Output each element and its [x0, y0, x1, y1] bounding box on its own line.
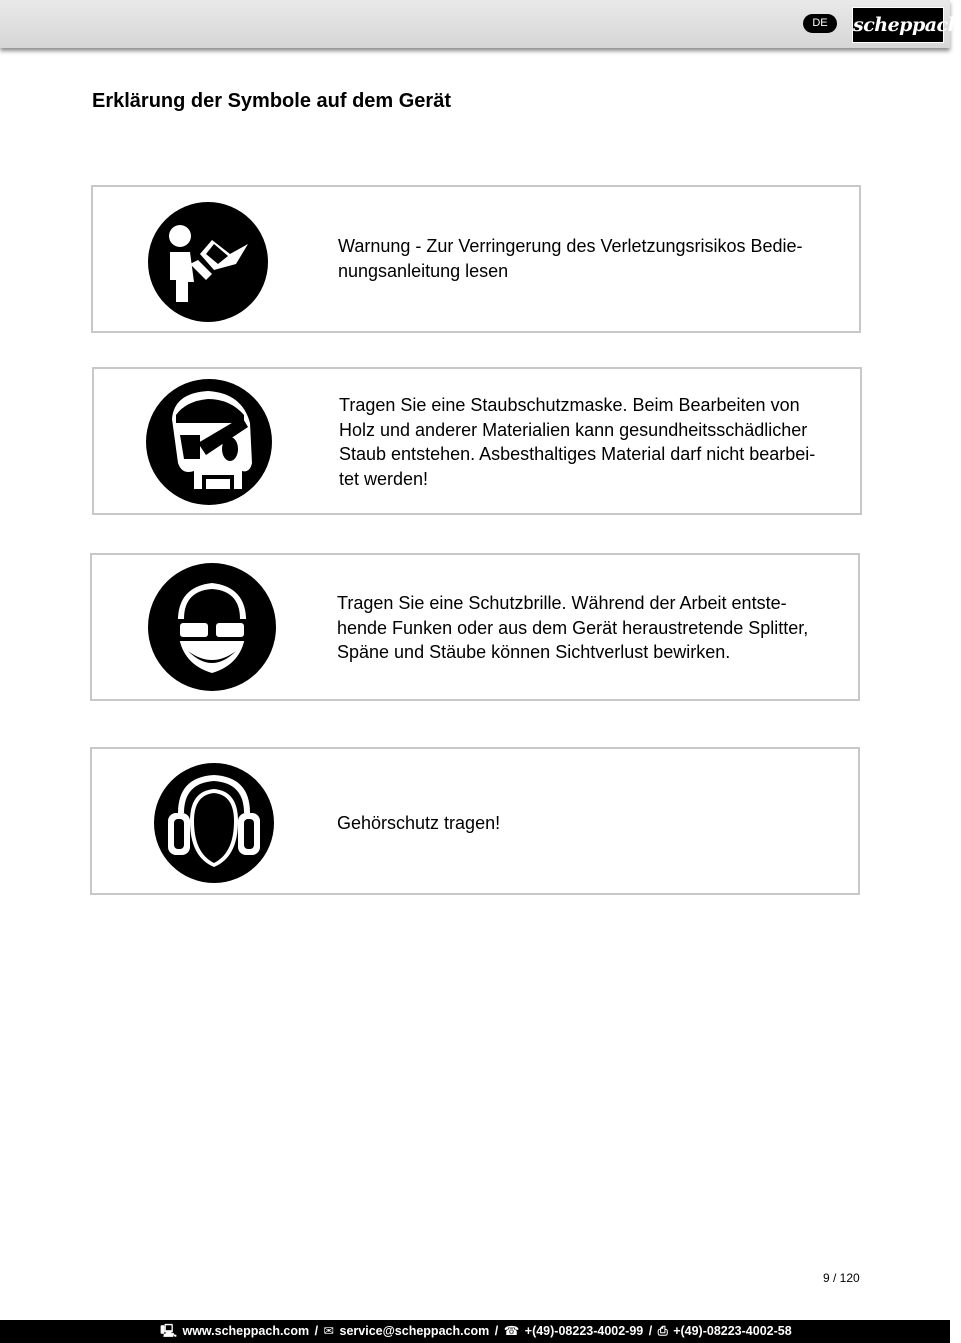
brand-logo: scheppach — [852, 7, 944, 43]
text-line: Tragen Sie eine Schutzbrille. Während der Arbeit entste- — [337, 593, 787, 613]
page-number: 9 / 120 — [823, 1271, 860, 1285]
footer-fax: +(49)-08223-4002-58 — [673, 1324, 792, 1338]
read-manual-icon — [148, 202, 268, 322]
phone-icon: ☎ — [503, 1324, 520, 1338]
footer-separator: / — [645, 1324, 656, 1338]
computer-icon: 🖳 — [160, 1324, 177, 1338]
symbol-text-read-manual — [338, 234, 803, 283]
page-title: Erklärung der Symbole auf dem Gerät — [92, 90, 451, 112]
text-line: Holz und anderer Materialien kann gesundheitsschädlicher — [339, 419, 808, 440]
symbol-box-safety-goggles — [90, 553, 860, 701]
footer-bar — [0, 1320, 950, 1343]
text-line: nungsanleitung lesen — [338, 260, 509, 281]
footer-separator: / — [491, 1324, 502, 1338]
footer-phone: +(49)-08223-4002-99 — [524, 1324, 644, 1338]
safety-goggles-icon — [148, 563, 276, 691]
symbol-box-dust-mask — [92, 367, 862, 515]
header-bar — [0, 0, 961, 48]
text-line: Tragen Sie eine Staubschutzmaske. Beim Bearbeiten von — [339, 395, 800, 415]
footer-separator: / — [311, 1324, 322, 1338]
symbol-text-safety-goggles — [337, 591, 808, 665]
ear-protection-icon — [154, 763, 274, 883]
footer-email[interactable]: service@scheppach.com — [339, 1324, 490, 1338]
symbol-text-dust-mask — [339, 393, 815, 491]
symbol-text-ear-protection — [337, 811, 500, 836]
dust-mask-icon — [146, 379, 272, 505]
text-line: tet werden! — [339, 468, 429, 489]
footer-website[interactable]: www.scheppach.com — [182, 1324, 310, 1338]
email-icon: ✉ — [323, 1324, 335, 1338]
fax-icon: ⎙ — [657, 1324, 668, 1338]
text-line: Warnung - Zur Verringerung des Verletzungsrisikos Bedie- — [338, 236, 803, 256]
symbol-box-ear-protection — [90, 747, 860, 895]
text-line: Staub entstehen. Asbesthaltiges Material darf nicht bearbei- — [339, 444, 816, 464]
text-line: hende Funken oder aus dem Gerät heraustretende Splitter, — [337, 617, 809, 638]
symbol-box-read-manual — [91, 185, 861, 333]
text-line: Späne und Stäube können Sichtverlust bewirken. — [337, 642, 731, 662]
text-line: Gehörschutz tragen! — [337, 813, 501, 833]
language-badge: DE — [803, 14, 837, 33]
